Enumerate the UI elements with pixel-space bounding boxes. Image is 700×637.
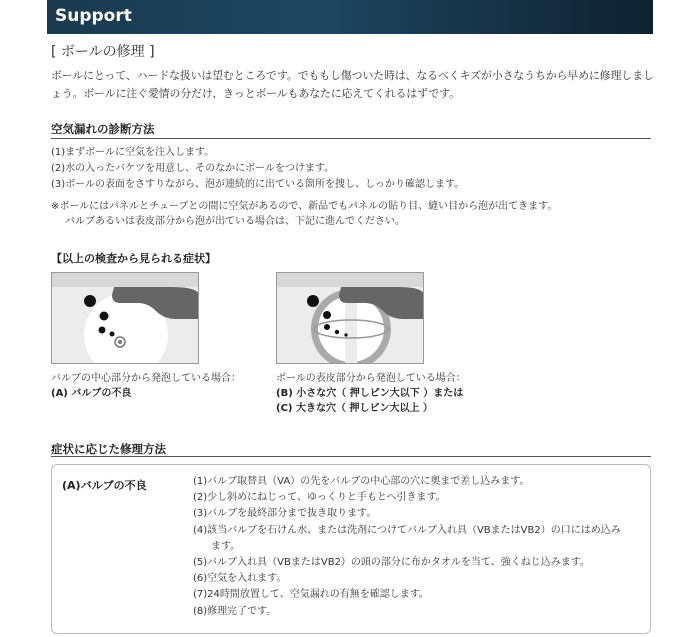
repair-label: (A)バルブの不良 [62,479,147,492]
valve-leak-illustration [51,272,199,364]
diagnosis-rule [51,138,651,139]
note-line-1: ※ボールにはパネルとチューブとの間に空気があるので、新品でもパネルの貼り目、縫い目から泡が出てきます。 [51,201,558,212]
right-result-1: (B) 小さな穴（ 押しピン大以下 ）または [276,388,464,399]
diagnosis-heading: 空気漏れの診断方法 [51,122,155,136]
left-diagram-caption [51,371,241,401]
page-header [47,0,653,34]
surface-leak-illustration [276,272,424,364]
list-item: (2)少し斜めにねじって、ゆっくりと手もとへ引きます。 [193,492,446,504]
list-item: ます。 [211,540,241,552]
left-caption-text: バルブの中心部分から発泡している場合： [51,373,241,384]
section-title: [ ボールの修理 ] [51,44,155,60]
list-item: (7)24時間放置して、空気漏れの有無を確認します。 [193,589,429,601]
header-title: Support [55,6,132,26]
diagnosis-steps [51,145,464,193]
right-result-2: (C) 大きな穴（ 押しピン大以上 ） [276,403,433,414]
list-item: (1)バルブ取替具（VA）の先をバルブの中心部の穴に奥まで差し込みます。 [193,476,530,487]
list-item: (8)修理完了です。 [193,605,277,617]
left-result: (A) バルブの不良 [51,388,132,399]
note-line-2: バルブあるいは表皮部分から泡が出ている場合は、下記に進んでください。 [65,216,405,227]
list-item: (5)バルブ入れ具（VBまたはVB2）の頭の部分に布かタオルを当て、強くねじ込みます。 [193,557,590,569]
list-item: (3)ボールの表面をさすりながら、泡が連続的に出ている箇所を捜し、しっかり確認します。 [51,179,465,190]
intro-text: ボールにとって、ハードな扱いは望むところです。でももし傷ついた時は、なるべくキズが小さなうちから早めに修理しましょう。ボールに注ぐ愛情の分だけ、きっとボールもあなたに応えてくれるはずです。 [51,69,654,100]
repair-heading: 症状に応じた修理方法 [51,442,166,456]
repair-rule [51,456,651,457]
list-item: (2)水の入ったバケツを用意し、そのなかにボールをつけます。 [51,163,335,174]
list-item: (1)まずボールに空気を注入します。 [51,147,215,158]
right-caption-text: ボールの表皮部分から発泡している場合： [276,373,466,384]
surface-leak-svg [277,273,424,364]
valve-leak-svg [52,273,199,364]
list-item: (6)空気を入れます。 [193,573,287,585]
symptoms-heading: 【以上の検査から見られる症状】 [51,252,216,265]
diagnosis-note [51,199,557,229]
list-item: (3)バルブを最終部分まで抜き取ります。 [193,508,377,520]
right-diagram-caption [276,371,466,416]
repair-steps [193,474,643,620]
list-item: (4)該当バルブを石けん水、または洗剤につけてバルブ入れ具（VBまたはVB2）の口にはめ込み [193,524,621,536]
